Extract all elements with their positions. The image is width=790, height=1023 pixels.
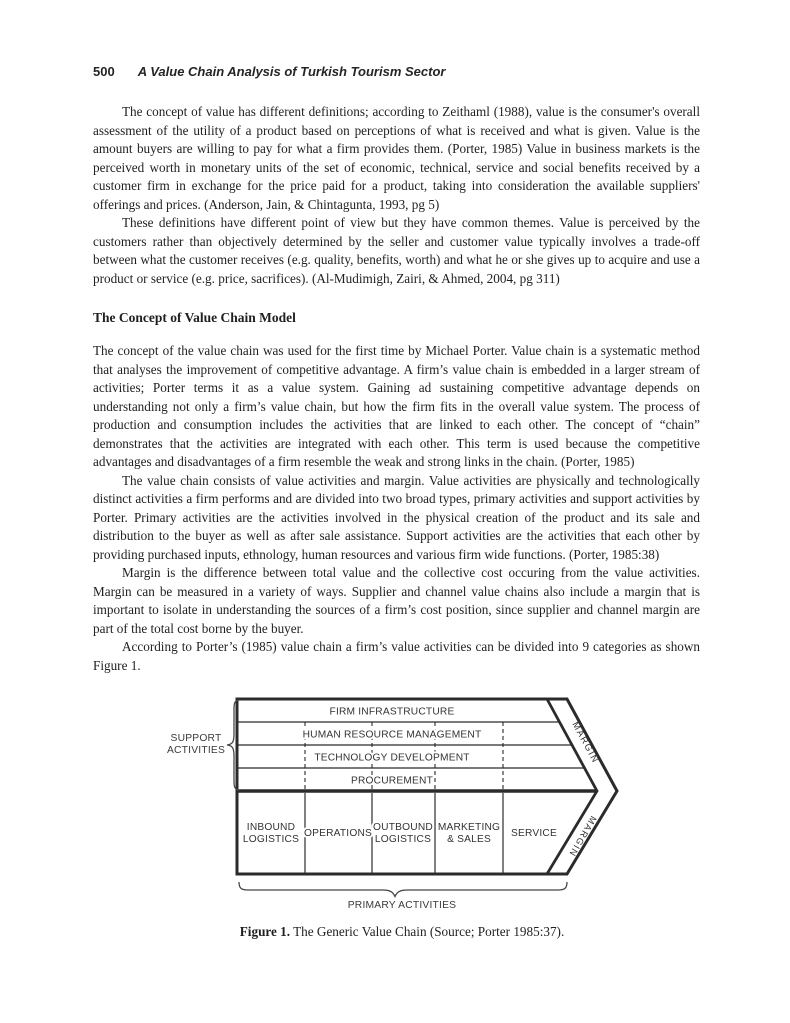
primary-column-label: SERVICE [511,828,557,839]
page-number: 500 [93,64,115,79]
article-body [93,103,700,940]
body-paragraph-value-definitions: The concept of value has different definitions; according to Zeithaml (1988), value is the consumer's overall assessment of the utility of a product based on perceptions of what is received and what is given. Value is the amount buyers are willing to pay for what a firm provides them. (Porter, 1985) Value in business markets is the perceived worth in monetary units of the set of economic, technical, service and social benefits received by a customer firm in exchange for the price paid for a product, taking into consideration the available suppliers' offerings and prices. (Anderson, Jain, & Chintagunta, 1993, pg 5) [93,104,700,212]
running-title: A Value Chain Analysis of Turkish Tourism Sector [137,64,446,79]
primary-column-label: OPERATIONS [303,828,373,839]
body-paragraph-nine-categories: According to Porter’s (1985) value chain a firm’s value activities can be divided into 9 categories as shown Figure 1. [93,639,700,673]
support-row-label: HUMAN RESOURCE MANAGEMENT [302,729,482,741]
body-paragraph-value-chain-intro: The concept of the value chain was used for the first time by Michael Porter. Value chain is a systematic method that analyses the improvement of competitive advantage. A firm’s value chain is embedded in a larger stream of activities; Porter terms it as a value system. Gaining ad sustaining competitive advantage depends on understanding not only a firm’s value chain, but how the firm fits in the overall value system. The process of production and consumption includes the activities that are linked to each other. The concept of “chain” demonstrates that the activities are integrated with each other. This term is used because the competitive advantages and disadvantages of a firm resemble the weak and strong links in the chain. (Porter, 1985) [93,343,700,469]
figure-caption [162,924,642,940]
support-row-label: FIRM INFRASTRUCTURE [329,706,455,718]
support-row-label: TECHNOLOGY DEVELOPMENT [314,752,470,764]
support-activities-label: SUPPORT ACTIVITIES [166,733,226,756]
body-paragraph-common-themes: These definitions have different point of view but they have common themes. Value is perceived by the customers rather than objectively determined by the seller and customer value typically involves a trade-off between what the customer receives (e.g. quality, benefits, worth) and what he or she gives up to acquire and use a product or service (e.g. price, sacrifices). (Al-Mudimigh, Zairi, & Ahmed, 2004, pg 311) [93,215,700,286]
primary-column-label: INBOUND LOGISTICS [242,822,300,845]
primary-column-label: MARKETING & SALES [437,822,501,845]
primary-activities-label: PRIMARY ACTIVITIES [347,900,457,911]
primary-activities-brace [239,882,567,897]
figure-1-value-chain [162,689,642,940]
primary-column-label: OUTBOUND LOGISTICS [373,822,433,845]
running-header [93,64,700,79]
body-paragraph-value-activities: The value chain consists of value activities and margin. Value activities are physically and technologically distinct activities a firm performs and are divided into two broad types, primary activities and support activities by Porter. Primary activities are the activities involved in the physical creation of the product and its sale and distribution to the buyer as well as after sale assistance. Support activities are the activities that each other by providing purchased inputs, ethnology, human resources and various firm wide functions. (Porter, 1985:38) [93,472,700,562]
section-heading: The Concept of Value Chain Model [93,310,296,325]
figure-caption-label: Figure 1. [239,924,291,939]
support-row-label: PROCUREMENT [350,775,434,787]
margin-label-bottom: MARGIN [566,814,599,859]
margin-label-top: MARGIN [570,720,601,766]
figure-caption-text: The Generic Value Chain (Source; Porter 1985:37). [290,924,565,939]
value-chain-diagram [162,689,642,915]
body-paragraph-margin: Margin is the difference between total value and the collective cost occuring from the value activities. Margin can be measured in a variety of ways. Supplier and channel value chains also include a margin that is important to isolate in understanding the sources of a firm’s cost position, since supplier and channel margin are part of the total cost borne by the buyer. [93,565,700,636]
